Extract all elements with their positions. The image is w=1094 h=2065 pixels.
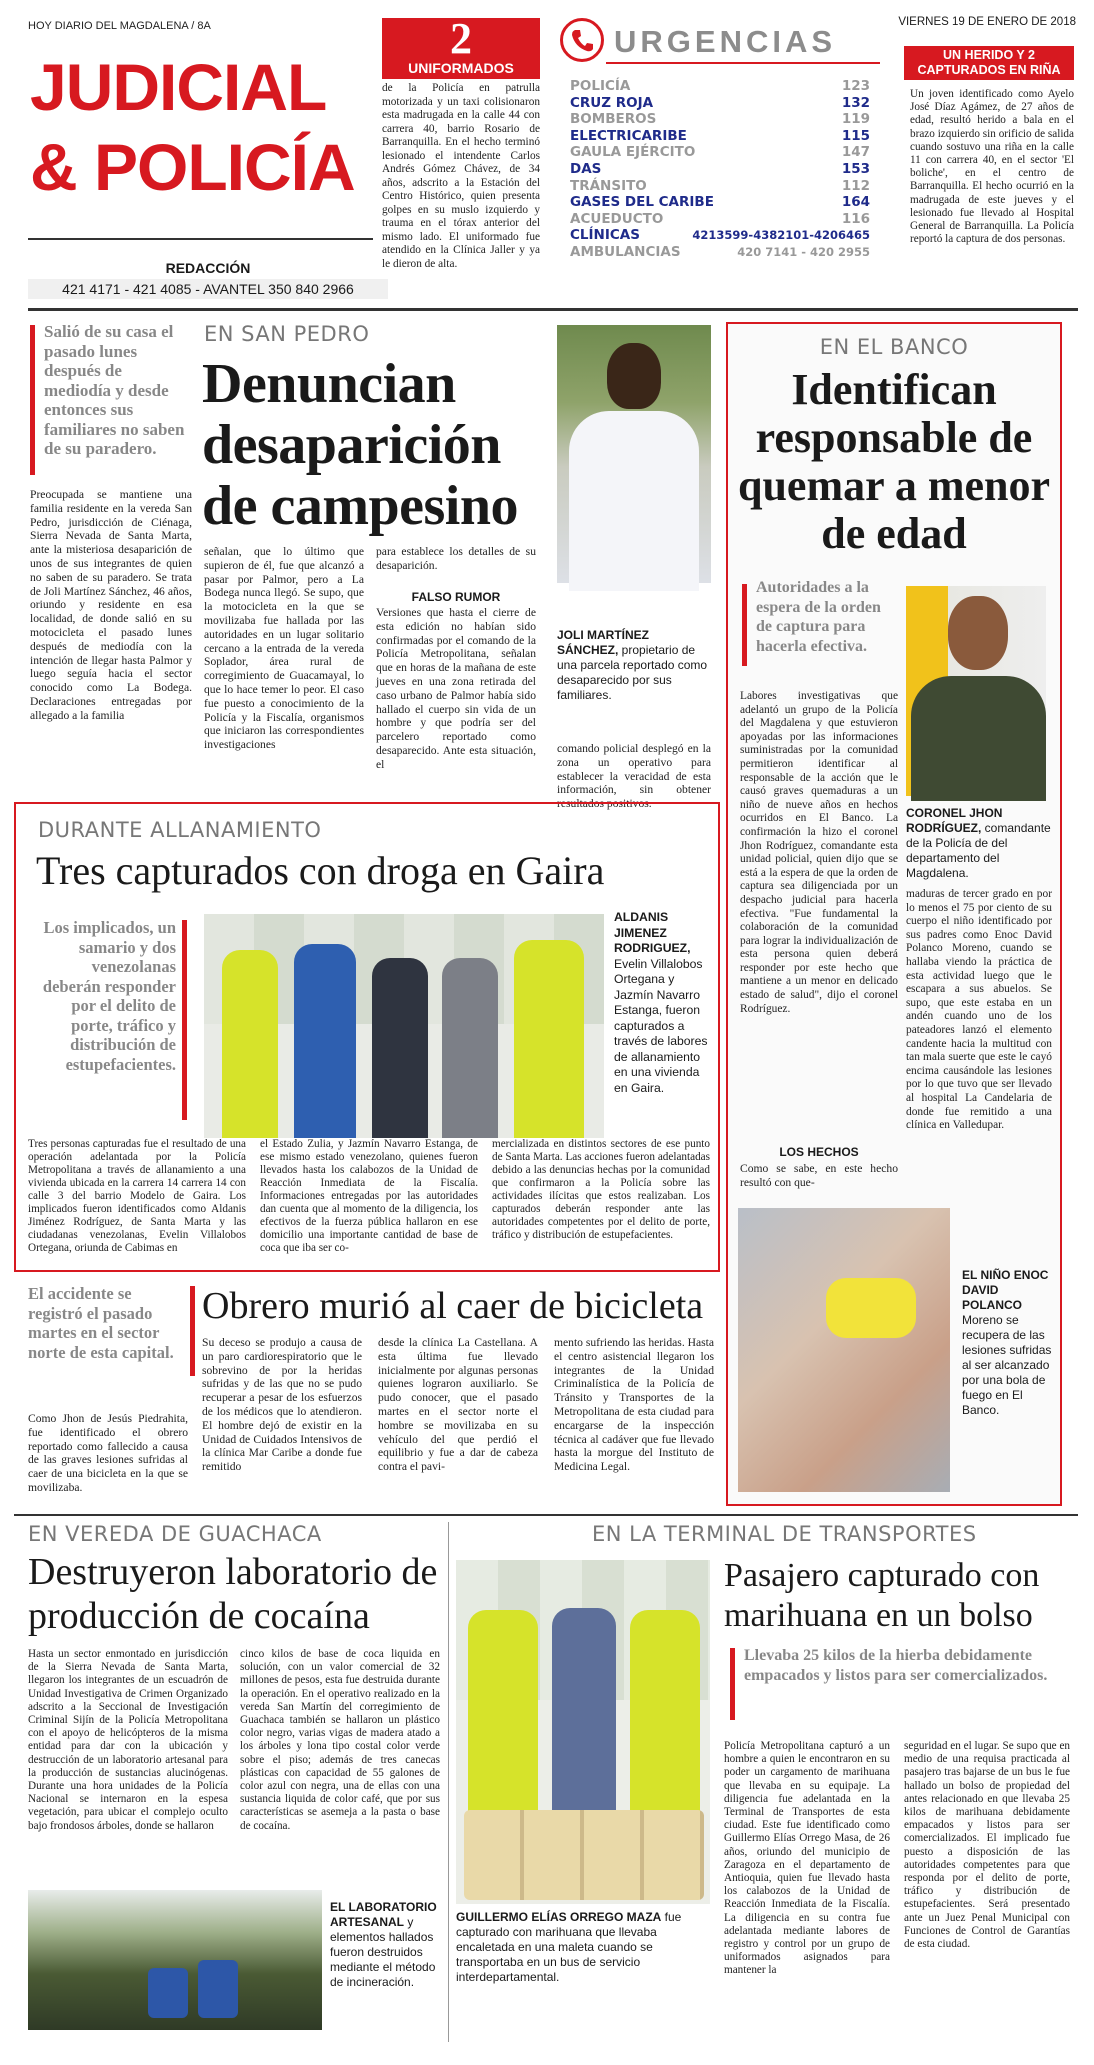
laboratorio-barrel-shape-2 — [198, 1960, 238, 2018]
urgencias-row-number: 119 — [841, 111, 870, 128]
urgencias-row-number: 116 — [841, 210, 870, 227]
terminal-red-bar — [730, 1648, 735, 1720]
terminal-officer-2 — [630, 1610, 700, 1840]
urgencias-row — [570, 111, 870, 128]
urgencias-row-number: 112 — [841, 177, 870, 194]
urgencias-row-number: 132 — [841, 94, 870, 111]
urgencias-row — [570, 95, 870, 112]
urgencias-row-name: GAULA EJÉRCITO — [570, 144, 696, 161]
urgencias-row-name: POLICÍA — [570, 78, 631, 94]
urgencias-row — [570, 128, 870, 145]
gaira-photo — [204, 914, 604, 1138]
header-bottom-rule — [28, 308, 1078, 311]
laboratorio-col2: cinco kilos de base de coca liquida en solución, con un valor comercial de 32 millones de pesos, esta fue destruida durante la operación. En el operativo realizado en la vereda San Martín del corregimiento de Guachaca también se hallaron un plástico color negro, varias vigas de madera atado a los árboles y lona tipo costal color verde sobre el piso; además de tres canecas plásticas con capacidad de 55 galones de color azul con negra, una de ellas con una sustancia liquida de color café, que por sus características se asemeja a la pasta o base de cocaína. — [240, 1648, 440, 1832]
urgencias-box — [556, 18, 884, 304]
urgencias-row — [570, 161, 870, 178]
coronel-caption — [906, 806, 1052, 886]
coronel-uniform-shape — [911, 676, 1046, 801]
banco-col1: Labores investigativas que adelantó un grupo de la Policía del Magdalena y que estuvieron apoyadas por las informaciones suministradas por la comunidad permitieron identificar al responsable de la acción que le causó graves quemaduras a un niño de nueve años en hechos ocurridos en El Banco. La confirmación la hizo el coronel Jhon Rodríguez, comandante esta unidad policial, quien dijo que se está a la espera de que la orden de captura sea diligenciada por un despacho judicial para hacerla efectiva. "Fue fundamental la colaboración de la comunidad para lograr la individualización de esta persona quien deberá responder por este hecho que mantiene a un menor en delicado estado de salud", dijo el coronel Rodríguez. — [740, 690, 898, 1015]
banco-subhead: LOS HECHOS — [779, 1145, 859, 1159]
section-line: HOY DIARIO DEL MAGDALENA / 8A — [28, 20, 211, 32]
urgencias-row-name: CLÍNICAS — [570, 227, 640, 244]
campesino-col4: comando policial desplegó en la zona un operativo para establecer la veracidad de esta información, sin obtener resultados positivos. — [557, 742, 711, 811]
gaira-caption — [614, 910, 714, 1138]
laboratorio-col1: Hasta un sector enmontado en jurisdicción de la Sierra Nevada de Santa Marta, llegaron los integrantes de un escuadrón de Unidad Investigativa de Crimen Organizado adscrito a la Seccional de Investigación Criminal Sijín de la Policía Metropolitana con el apoyo de helicópteros de la misma entidad para dar con la ubicación y destrucción de un laboratorio artesanal para la producción de sustancias alucinógenas. Durante una hora unidades de la Policía Nacional se internaron en la espesa vegetación, para ubicar el complejo oculto bajo frondosos árboles, donde se hallaron — [28, 1648, 228, 1832]
nino-caption-name: EL NIÑO ENOC DAVID POLANCO — [962, 1268, 1049, 1312]
coronel-caption-rest: comandante de la Policía de del departamento del Magdalena. — [906, 821, 1051, 880]
masthead-title-1: JUDICIAL — [30, 50, 327, 124]
gaira-caption-rest: Evelin Villalobos Ortegana y Jazmín Navarro Estanga, fueron capturados a través de labores de allanamiento en una vivienda en Gaira. — [614, 956, 708, 1095]
laboratorio-caption — [330, 1900, 444, 2030]
urgencias-row — [570, 78, 870, 95]
terminal-kicker: EN LA TERMINAL DE TRANSPORTES — [592, 1522, 977, 1546]
urgencias-row-name: BOMBEROS — [570, 111, 657, 128]
laboratorio-caption-name: EL LABORATORIO ARTESANAL — [330, 1900, 437, 1929]
redaccion-label: REDACCIÓN — [165, 260, 251, 276]
middle-rule — [14, 1514, 1078, 1516]
uniformados-body: de la Policía en patrulla motorizada y un taxi colisionaron esta madrugada en la calle 44 con carrera 40, barrio Rosario de Barranquilla. En el hecho terminó lesionado el intendente Carlos Andrés Gómez Chávez, de 34 años, adscrito a la Estación del Centro Histórico, quien presenta golpes en su muslo izquierdo y trauma en el tórax anterior del mismo lado. El uniformado fue atendido en la Clínica Jaller y ya le dieron de alta. — [382, 82, 540, 270]
campesino-subhead: FALSO RUMOR — [411, 590, 501, 604]
urgencias-title: URGENCIAS — [614, 24, 837, 59]
nino-garment-shape — [826, 1278, 916, 1338]
terminal-packages — [464, 1810, 704, 1900]
gaira-officer-2 — [514, 940, 584, 1138]
urgencias-red-rule — [606, 62, 880, 64]
bicicleta-col1: Como Jhon de Jesús Piedrahita, fue identificado el obrero reportado como fallecido a causa de las graves lesiones sufridas al caer de una bicicleta en la que se movilizaba. — [28, 1412, 188, 1494]
urgencias-row — [570, 194, 870, 211]
gaira-person-2 — [372, 958, 428, 1138]
terminal-caption-rest: fue capturado con marihuana que llevaba encaletada en una maleta cuando se transportaba en un bus de servicio interdepartamental. — [456, 1910, 682, 1984]
rina-title: UN HERIDO Y 2 CAPTURADOS EN RIÑA — [904, 46, 1074, 80]
gaira-headline: Tres capturados con droga en Gaira — [36, 848, 605, 893]
laboratorio-photo — [28, 1890, 322, 2030]
uniformados-number: 2 — [450, 14, 472, 63]
gaira-pull: Los implicados, un samario y dos venezolanas deberán responder por el delito de porte, tráfico y distribución de estupefacientes. — [42, 918, 176, 1074]
urgencias-row-name: ACUEDUCTO — [570, 210, 664, 227]
banco-col1b: Como se sabe, en este hecho resultó con que- — [740, 1162, 898, 1189]
campesino-kicker: EN SAN PEDRO — [204, 322, 370, 346]
urgencias-row-number: 164 — [841, 194, 870, 211]
bicicleta-col2: Su deceso se produjo a causa de un paro cardiorespiratorio que le sobrevino de por la heridas sufridas y de las que no se pudo recuperar a pesar de los esfuerzos de los médicos que lo atendieron. El hombre dejó de existir en la Unidad de Cuidados Intensivos de la clínica Mar Caribe a donde fue remitido — [202, 1336, 362, 1474]
gaira-col1: Tres personas capturadas fue el resultado de una operación adelantada por la Policía Metropolitana a través de allanamiento a una vivienda ubicada en la carrera 14 carrera 14 con calle 3 del barrio Modelo de Gaira. Los implicados fueron identificados como Aldanis Jiménez Rodríguez, de Santa Marta y las ciudadanas venezolanas, Evelin Villalobos Ortegana, oriunda de Cabimas en — [28, 1138, 246, 1254]
bicicleta-col4: mento sufriendo las heridas. Hasta el centro asistencial llegaron los integrantes de la Unidad Criminalística de la Policía de Tránsito y Transportes de la Metropolitana de esta ciudad para encargarse de la inspección técnica al cadáver que fue llevado hasta la morgue del Instituto de Medicina Legal. — [554, 1336, 715, 1474]
terminal-caption — [456, 1910, 710, 2034]
campesino-col2: señalan, que lo último que supieron de él, fue que alcanzó a pasar por Palmor, pero a La Bodega nunca llegó. Se supo, que la motocicleta en la que se movilizaba fue hallada por las autoridades en un lugar solitario cercano a la entrada de la vereda Soplador, área rural de corregimiento de Guacamayal, lo que lo hace temer lo peor. El caso fue puesto a conocimiento de la Policía y la Fiscalía, organismos que iniciaron las correspondientes investigaciones — [204, 545, 364, 752]
terminal-detainee — [552, 1608, 616, 1840]
coronel-caption-name: CORONEL JHON RODRÍGUEZ, — [906, 806, 1003, 835]
urgencias-row-name: GASES DEL CARIBE — [570, 194, 714, 211]
uniformados-label: UNIFORMADOS — [408, 60, 514, 76]
urgencias-row-name: AMBULANCIAS — [570, 243, 681, 260]
campesino-caption-rest: propietario de una parcela reportado como desaparecido por sus familiares. — [557, 643, 708, 702]
laboratorio-kicker: EN VEREDA DE GUACHACA — [28, 1522, 322, 1546]
gaira-col2: el Estado Zulia, y Jazmín Navarro Estanga, de ese mismo estado venezolano, quienes fueron llevados hasta los calabozos de la Unidad de Reacción Inmediata de la Fiscalía. Informaciones entregadas por las autoridades dan cuenta que al momento de la diligencia, los efectivos de la fuerza pública hallaron en ese domicilio una importante cantidad de base de coca que iba ser co- — [260, 1138, 478, 1254]
phone-icon — [560, 18, 604, 62]
campesino-red-bar — [30, 325, 35, 475]
terminal-pull: Llevaba 25 kilos de la hierba debidamente empacados y listos para ser comercializados. — [744, 1647, 1048, 1684]
terminal-caption-name: GUILLERMO ELÍAS ORREGO MAZA — [456, 1910, 662, 1924]
campesino-caption-name: JOLI MARTÍNEZ SÁNCHEZ, — [557, 628, 649, 657]
bicicleta-pull: El accidente se registró el pasado martes en el sector norte de esta capital. — [28, 1284, 174, 1362]
campesino-pull: Salió de su casa el pasado lunes después de mediodía y desde entonces sus familiares no saben de su paradero. — [44, 322, 185, 458]
urgencias-list — [570, 78, 870, 261]
laboratorio-caption-rest: y elementos hallados fueron destruidos mediante el método de incineración. — [330, 1915, 436, 1989]
redaccion-phones: 421 4171 - 421 4085 - AVANTEL 350 840 2966 — [28, 279, 388, 299]
gaira-officer-1 — [222, 950, 278, 1138]
masthead-title-2: & POLICÍA — [30, 130, 355, 204]
gaira-person-1 — [294, 944, 356, 1138]
urgencias-row-number: 115 — [841, 127, 870, 144]
bottom-column-rule — [448, 1522, 449, 2042]
rina-body: Un joven identificado como Ayelo José Díaz Agámez, de 27 años de edad, resultó herido a bala en el brazo izquierdo sin orificio de salida cuando sostuvo una riña en la calle 11 con carrera 40, en el sector 'El boliche', en el centro de Barranquilla. El hecho ocurrió en la madrugada de este jueves y el lesionado fue llevado al Hospital General de Barranquilla. La Policía reportó la captura de dos personas. — [910, 88, 1074, 246]
campesino-headline: Denuncian desaparición de campesino — [202, 353, 518, 537]
urgencias-row-number: 420 7141 - 420 2955 — [737, 244, 870, 259]
terminal-col2: seguridad en el lugar. Se supo que en medio de una requisa practicada al pasajero tras bajarse de un bus le fue hallado un bolso de propiedad del antes relacionado en que llevaba 25 kilos de marihuana debidamente empacados y listos para ser comercializados. El implicado fue puesto a disposición de las autoridades competentes para que responda por el delito de porte, tráfico y distribución de estupefacientes. Será presentado ante un Juez Penal Municipal con Funciones de Control de Garantías de esta ciudad. — [904, 1740, 1070, 1951]
urgencias-row — [570, 244, 870, 261]
laboratorio-headline: Destruyeron laboratorio de producción de cocaína — [28, 1551, 438, 1637]
urgencias-row-number: 123 — [841, 78, 870, 94]
terminal-headline: Pasajero capturado con marihuana en un bolso — [724, 1557, 1040, 1634]
portrait-head-shape — [607, 343, 661, 409]
campesino-photo — [557, 325, 711, 583]
bicicleta-col3: desde la clínica La Castellana. A esta última fue llevado inicialmente por algunas personas quienes lograron auxiliarlo. Se pudo conocer, que el pasado martes en el sector norte el hombre se movilizaba en su vehículo del que perdió el equilibrio y fue a dar de cabeza contra el pavi- — [378, 1336, 538, 1474]
urgencias-row — [570, 227, 870, 244]
bicicleta-headline: Obrero murió al caer de bicicleta — [202, 1285, 704, 1327]
urgencias-row-name: DAS — [570, 160, 602, 177]
urgencias-row-name: ELECTRICARIBE — [570, 127, 687, 144]
banco-pull: Autoridades a la espera de la orden de captura para hacerla efectiva. — [756, 579, 881, 655]
nino-caption — [962, 1268, 1054, 1444]
banco-kicker: EN EL BANCO — [819, 335, 969, 359]
banco-col2: maduras de tercer grado en por lo menos el 75 por ciento de su cuerpo el niño identificado por sus padres como Enoc David Polanco Moreno, cuando se hallaba viendo la práctica de esta actividad luego que le escapara a sus abuelos. Se supo, que este estaba en un andén cuando uno de los pateadores lanzó el elemento candente hacia la multitud con tan mala suerte que este le cayó encima causándole las lesiones por lo que tuvo que ser llevado al hospital La Candelaria de donde fue remitido a una clínica en Valledupar. — [906, 888, 1052, 1132]
terminal-col1: Policía Metropolitana capturó a un hombre a quien le encontraron en su poder un cargamento de marihuana que llevaba en su equipaje. La diligencia fue adelantada en la Terminal de Transportes de esta ciudad. Este fue identificado como Guillermo Elías Orrego Masa, de 26 años, oriundo del municipio de Zaragoza en el departamento de Antioquia, quien fue llevado hasta los calabozos de la Unidad de Reacción Inmediata de la Fiscalía. La diligencia en su contra fue adelantada mediante labores de registro y control por un grupo de uniformados asignados para mantener la — [724, 1740, 890, 1977]
terminal-officer-1 — [468, 1610, 538, 1840]
portrait-shirt-shape — [569, 411, 699, 591]
gaira-red-bar — [182, 920, 187, 1120]
campesino-col3: Versiones que hasta el cierre de esta edición no habían sido confirmadas por el comando de la Policía Metropolitana, señalan que en horas de la mañana de este jueves en una zona retirada del caso urbano de Palmor había sido hallado el cuerpo sin vida de un hombre y que podría ser del parcelero reportado como desaparecido. Ante esta situación, el — [376, 606, 536, 771]
coronel-head-shape — [948, 596, 1008, 670]
terminal-photo — [456, 1560, 710, 1904]
campesino-col3-top: para establece los detalles de su desaparición. — [376, 545, 536, 572]
banco-red-bar — [742, 584, 747, 666]
uniformados-badge — [382, 14, 540, 79]
gaira-person-3 — [442, 958, 498, 1138]
urgencias-row-number: 147 — [841, 144, 870, 161]
campesino-caption — [557, 628, 711, 714]
urgencias-row-number: 4213599-4382101-4206465 — [692, 228, 870, 243]
laboratorio-barrel-shape-1 — [148, 1968, 188, 2018]
banco-headline: Identifican responsable de quemar a menor de edad — [737, 365, 1051, 558]
urgencias-row-name: TRÁNSITO — [570, 177, 647, 194]
campesino-col1: Preocupada se mantiene una familia residente en la vereda San Pedro, jurisdicción de Ciénaga, Sierra Nevada de Santa Marta, ante la misteriosa desaparición de unos de sus integrantes de quien no saben de su paradero. Se trata de Joli Martínez Sánchez, 46 años, oriundo y residente en esa localidad, de donde salió en su motocicleta el pasado lunes después de mediodía con la intención de llegar hasta Palmor y luego seguía hacia el sector conocido como La Bodega. Declaraciones entregadas por allegado a la familia — [30, 488, 192, 722]
urgencias-row — [570, 178, 870, 195]
urgencias-row-name: CRUZ ROJA — [570, 94, 654, 111]
nino-photo — [738, 1208, 950, 1492]
gaira-kicker: DURANTE ALLANAMIENTO — [38, 818, 322, 842]
urgencias-row-number: 153 — [841, 160, 870, 177]
date-line: VIERNES 19 DE ENERO DE 2018 — [898, 16, 1076, 28]
masthead-rule — [28, 238, 373, 240]
urgencias-row — [570, 144, 870, 161]
gaira-col3: mercializada en distintos sectores de ese punto de Santa Marta. Las acciones fueron adelantadas debido a las denuncias hechas por la comunidad que confirmaron a la Policía sobre las actividades ilícitas que estos realizaban. Los capturados deberán responder ante las autoridades competentes por el delito de porte, tráfico y distribución de estupefacientes. — [492, 1138, 710, 1241]
coronel-photo — [906, 586, 1046, 796]
urgencias-row — [570, 211, 870, 228]
nino-caption-rest: Moreno se recupera de las lesiones sufridas al ser alcanzado por una bola de fuego en El Banco. — [962, 1313, 1052, 1417]
gaira-caption-name: ALDANIS JIMENEZ RODRIGUEZ, — [614, 910, 691, 955]
bicicleta-red-bar — [190, 1286, 195, 1376]
